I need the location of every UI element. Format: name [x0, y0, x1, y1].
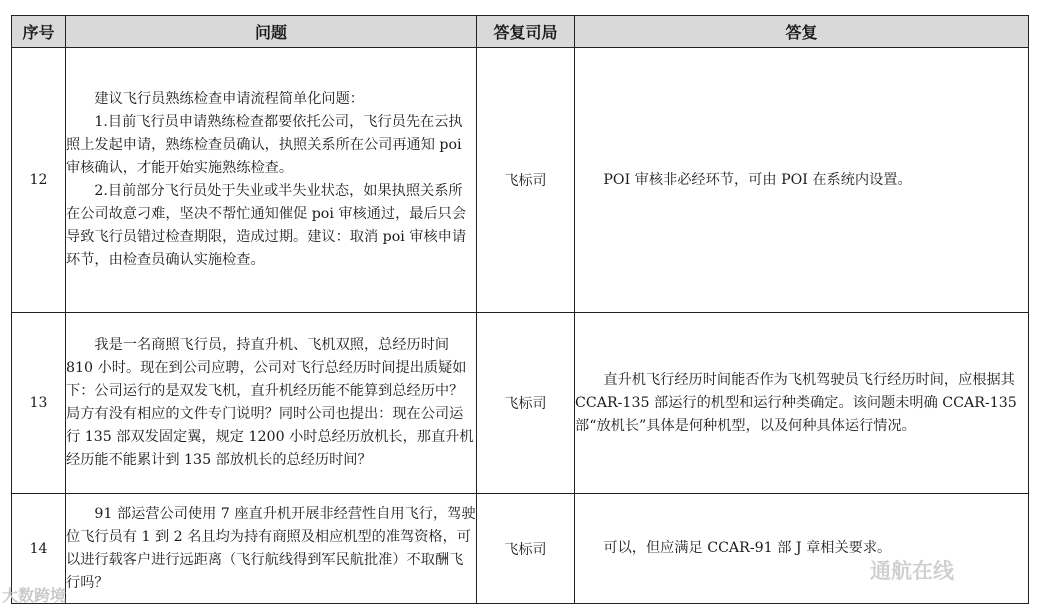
question-paragraph: 1.目前飞行员申请熟练检查都要依托公司，飞行员先在云执照上发起申请，熟练检查员确认，执照关系所在公司再通知 poi 审核确认，才能开始实施熟练检查。 — [66, 114, 463, 176]
header-question: 问题 — [66, 16, 477, 48]
row-answer — [575, 48, 1029, 313]
table-row — [12, 494, 1029, 604]
answer-paragraph: 直升机飞行经历时间能否作为飞机驾驶员飞行经历时间，应根据其 CCAR-135 部运行的机型和运行种类确定。该问题未明确 CCAR-135 部“放机长”具体是何种机型，以及何种具体运行情况。 — [575, 371, 1017, 434]
table-row — [12, 48, 1029, 313]
row-num: 12 — [12, 48, 66, 313]
row-dept: 飞标司 — [477, 48, 575, 313]
row-dept: 飞标司 — [477, 313, 575, 494]
watermark-right: 通航在线 — [870, 559, 954, 583]
question-paragraph: 我是一名商照飞行员，持直升机、飞机双照，总经历时间 810 小时。现在到公司应聘，公司对飞行总经历时间提出质疑如下：公司运行的是双发飞机，直升机经历能不能算到总经历中？局方有没有相应的文件专门说明？同时公司也提出：现在公司运行 135 部双发固定翼，规定 1200 小时总经历放机长，那直升机经历能不能累计到 135 部放机长的总经历时间？ — [66, 337, 474, 468]
watermark-left: 大数跨境 — [2, 586, 67, 605]
table-row — [12, 313, 1029, 494]
question-paragraph: 2.目前部分飞行员处于失业或半失业状态，如果执照关系所在公司故意刁难，坚决不帮忙通知催促 poi 审核通过，最后只会导致飞行员错过检查期限，造成过期。建议：取消 poi 审核申请环节，由检查员确认实施检查。 — [66, 183, 467, 268]
header-answer: 答复 — [575, 16, 1029, 48]
row-answer — [575, 494, 1029, 604]
question-paragraph: 建议飞行员熟练检查申请流程简单化问题： — [94, 91, 364, 107]
row-answer — [575, 313, 1029, 494]
row-num: 14 — [12, 494, 66, 604]
qa-table — [11, 15, 1029, 604]
row-question — [66, 494, 477, 604]
row-num: 13 — [12, 313, 66, 494]
row-question — [66, 48, 477, 313]
answer-paragraph: 可以，但应满足 CCAR-91 部 J 章相关要求。 — [603, 540, 892, 556]
header-num: 序号 — [12, 16, 66, 48]
header-dept: 答复司局 — [477, 16, 575, 48]
question-paragraph: 91 部运营公司使用 7 座直升机开展非经营性自用飞行，驾驶位飞行员有 1 到 2 名且均为持有商照及相应机型的准驾资格，可以进行载客户进行远距离（飞行航线得到军民航批准）不取酬飞行吗？ — [66, 505, 476, 591]
row-dept: 飞标司 — [477, 494, 575, 604]
header-row — [12, 16, 1029, 48]
answer-paragraph: POI 审核非必经环节，可由 POI 在系统内设置。 — [603, 171, 912, 188]
row-question — [66, 313, 477, 494]
